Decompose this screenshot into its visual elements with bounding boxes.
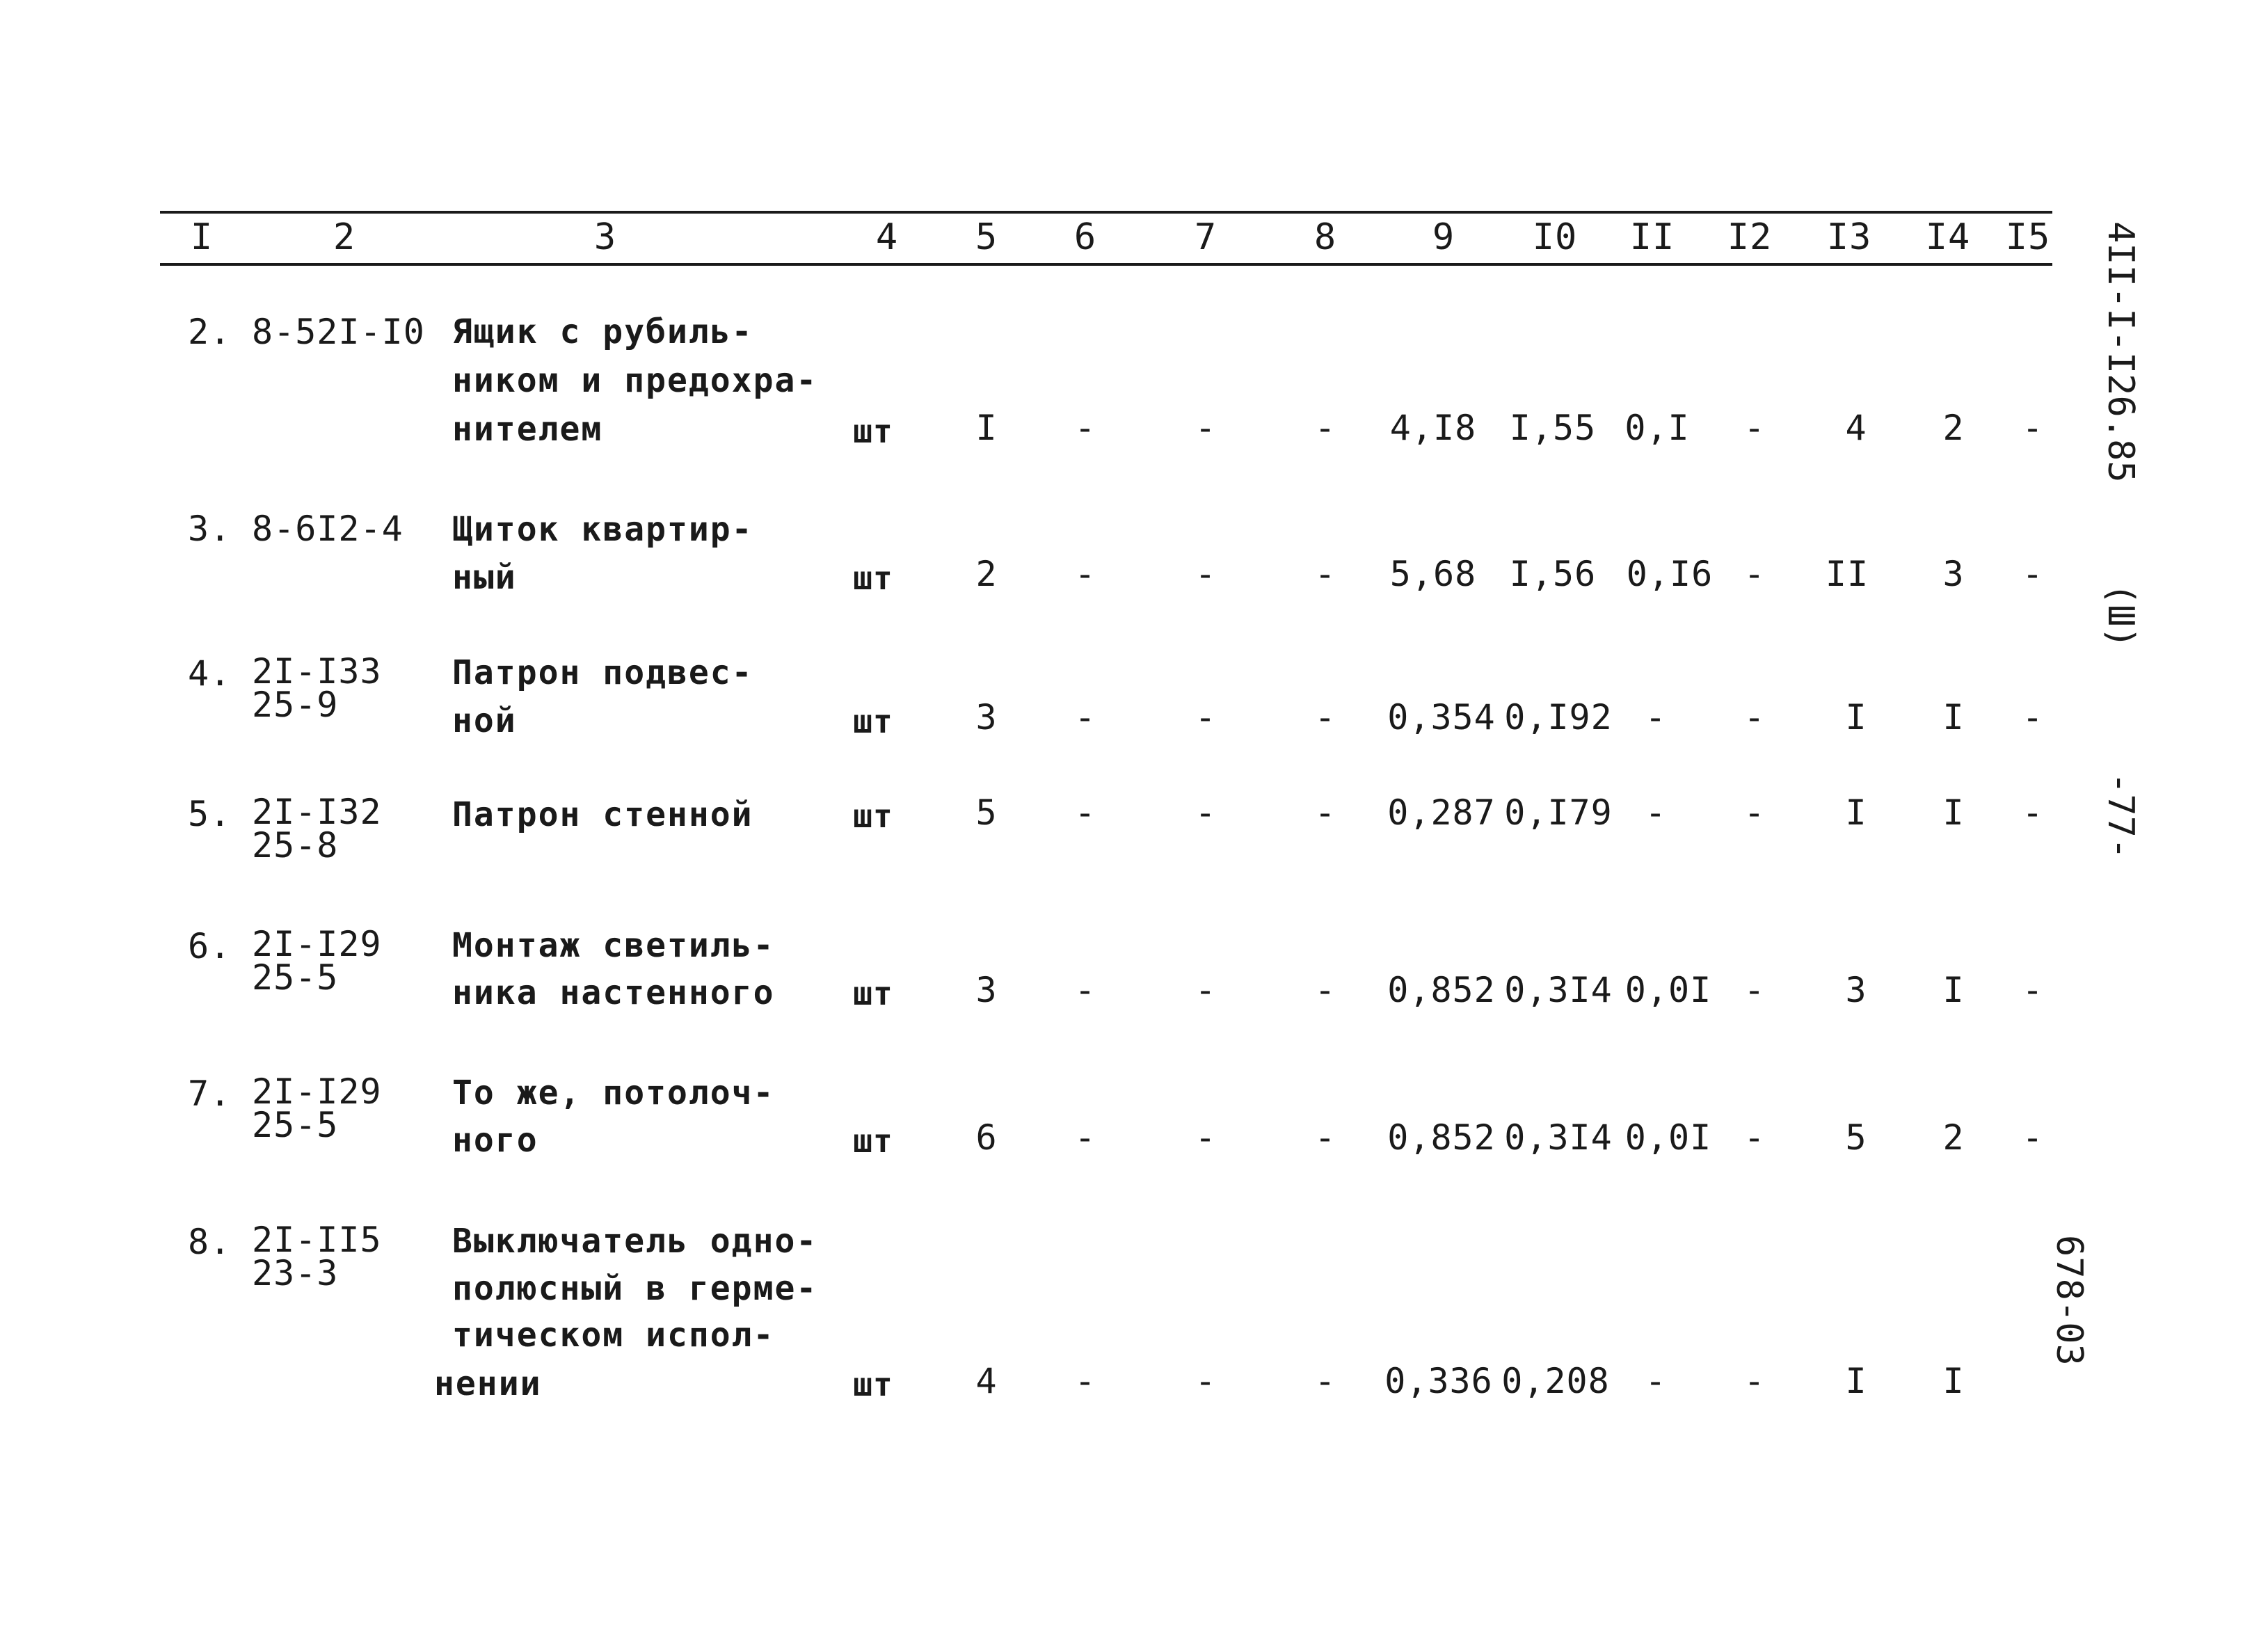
row-code: 2I-I33 [252,651,382,692]
row-description-line: Монтаж светиль- [452,926,775,965]
row-cell-9: 0,354 [1387,697,1496,737]
row-cell-6: - [1074,1117,1096,1158]
row-unit: шт [853,1366,893,1403]
row-description-line: нении [434,1364,542,1403]
row-cell-14: I [1942,1361,1965,1401]
row-code: 2I-II5 [252,1220,382,1260]
row-cell-10: 0,208 [1501,1361,1610,1401]
header-col-9: 9 [1432,216,1455,258]
row-code: 8-52I-I0 [252,312,425,352]
row-cell-6: - [1074,408,1096,448]
row-cell-7: - [1195,554,1217,594]
row-description-line: Щиток квартир- [452,510,753,549]
row-cell-14: 3 [1942,554,1965,594]
row-code: 8-6I2-4 [252,509,404,549]
row-cell-10: 0,3I4 [1504,1117,1613,1158]
row-code: 23-3 [252,1253,339,1293]
row-cell-6: - [1074,554,1096,594]
row-cell-6: - [1074,792,1096,833]
row-cell-9: 0,287 [1387,792,1496,833]
header-col-12: I2 [1727,216,1773,258]
row-cell-7: - [1195,1117,1217,1158]
row-cell-15: - [2022,1117,2044,1158]
row-cell-11: 0,I [1624,408,1690,448]
row-cell-15: - [2022,697,2044,737]
row-cell-14: 2 [1942,408,1965,448]
row-cell-12: - [1743,697,1766,737]
row-cell-6: - [1074,697,1096,737]
row-cell-8: - [1314,408,1336,448]
row-quantity: 6 [975,1117,998,1158]
row-cell-6: - [1074,1361,1096,1401]
header-col-8: 8 [1313,216,1337,258]
row-code: 2I-I29 [252,1071,382,1112]
row-description-line: ника настенного [452,973,775,1012]
row-cell-7: - [1195,408,1217,448]
row-description-line: ником и предохра- [452,361,818,400]
row-code: 25-8 [252,825,339,866]
row-cell-12: - [1743,554,1766,594]
row-code: 2I-I32 [252,792,382,832]
row-unit: шт [853,559,893,597]
page-number: -77- [2100,772,2141,860]
row-cell-15: - [2022,408,2044,448]
row-quantity: 3 [975,697,998,737]
row-cell-9: 4,I8 [1389,408,1477,448]
header-col-14: I4 [1925,216,1971,258]
row-cell-11: - [1645,697,1667,737]
row-cell-7: - [1195,970,1217,1010]
row-description-line: нителем [452,410,603,449]
row-cell-12: - [1743,1361,1766,1401]
row-cell-9: 0,336 [1384,1361,1493,1401]
row-description-line: ной [452,701,517,740]
row-description-line: ного [452,1121,538,1160]
row-cell-12: - [1743,1117,1766,1158]
row-quantity: 4 [975,1361,998,1401]
header-col-10: I0 [1532,216,1578,258]
row-cell-15: - [2022,792,2044,833]
header-col-4: 4 [875,216,899,258]
row-cell-10: I,55 [1509,408,1597,448]
row-cell-15: - [2022,554,2044,594]
row-cell-10: 0,I79 [1504,792,1613,833]
row-cell-14: I [1942,970,1965,1010]
header-col-2: 2 [333,216,356,258]
row-cell-11: - [1645,792,1667,833]
row-cell-8: - [1314,1117,1336,1158]
row-quantity: 2 [975,554,998,594]
row-description-line: Выключатель одно- [452,1222,818,1261]
row-description-line: ный [452,558,517,597]
row-unit: шт [853,797,893,835]
row-description-line: Ящик с рубиль- [452,312,753,351]
row-unit: шт [853,975,893,1012]
row-unit: шт [853,413,893,450]
row-code: 2I-I29 [252,924,382,964]
header-col-1: I [190,216,214,258]
row-description-line: полюсный в герме- [452,1269,818,1308]
row-cell-14: I [1942,792,1965,833]
row-quantity: 5 [975,792,998,833]
row-cell-9: 5,68 [1389,554,1477,594]
row-description-line: тическом испол- [452,1316,775,1355]
row-cell-11: 0,I6 [1626,554,1714,594]
row-cell-14: 2 [1942,1117,1965,1158]
row-number: 8. [188,1222,232,1262]
row-cell-13: 3 [1845,970,1867,1010]
row-description-line: Патрон стенной [452,795,753,834]
row-quantity: 3 [975,970,998,1010]
row-cell-8: - [1314,697,1336,737]
row-cell-13: I [1845,697,1867,737]
row-cell-8: - [1314,554,1336,594]
row-cell-6: - [1074,970,1096,1010]
row-code: 25-9 [252,685,339,725]
header-col-5: 5 [975,216,998,258]
row-cell-12: - [1743,792,1766,833]
row-cell-9: 0,852 [1387,970,1496,1010]
header-top-rule [160,211,2052,214]
row-cell-11: 0,0I [1624,970,1712,1010]
row-cell-14: I [1942,697,1965,737]
row-cell-15: - [2022,970,2044,1010]
row-cell-13: 5 [1845,1117,1867,1158]
row-cell-7: - [1195,697,1217,737]
sheet-code: 678-03 [2048,1235,2090,1366]
row-number: 7. [188,1074,232,1114]
row-number: 2. [188,312,232,352]
row-quantity: I [975,408,998,448]
row-cell-13: II [1825,554,1869,594]
row-cell-7: - [1195,792,1217,833]
row-cell-12: - [1743,970,1766,1010]
document-code: 4II-I-I26.85 [2100,221,2141,483]
header-col-7: 7 [1194,216,1217,258]
row-number: 4. [188,653,232,694]
header-col-15: I5 [2005,216,2051,258]
header-col-6: 6 [1073,216,1097,258]
row-cell-8: - [1314,792,1336,833]
row-number: 6. [188,926,232,966]
header-col-13: I3 [1826,216,1872,258]
row-cell-10: 0,I92 [1504,697,1613,737]
row-cell-13: 4 [1845,408,1867,448]
row-cell-8: - [1314,970,1336,1010]
row-cell-7: - [1195,1361,1217,1401]
row-cell-13: I [1845,1361,1867,1401]
row-cell-10: 0,3I4 [1504,970,1613,1010]
row-number: 3. [188,509,232,549]
row-code: 25-5 [252,1105,339,1145]
row-cell-11: - [1645,1361,1667,1401]
row-number: 5. [188,794,232,834]
row-cell-9: 0,852 [1387,1117,1496,1158]
row-cell-10: I,56 [1509,554,1597,594]
row-description-line: Патрон подвес- [452,653,753,692]
row-unit: шт [853,703,893,740]
row-cell-12: - [1743,408,1766,448]
header-col-3: 3 [593,216,617,258]
row-code: 25-5 [252,957,339,998]
header-col-11: II [1629,216,1675,258]
row-description-line: То же, потолоч- [452,1074,775,1112]
row-cell-8: - [1314,1361,1336,1401]
row-cell-13: I [1845,792,1867,833]
row-unit: шт [853,1122,893,1160]
row-cell-11: 0,0I [1624,1117,1712,1158]
header-bottom-rule [160,263,2052,266]
section-marker: (Ш) [2100,583,2141,648]
